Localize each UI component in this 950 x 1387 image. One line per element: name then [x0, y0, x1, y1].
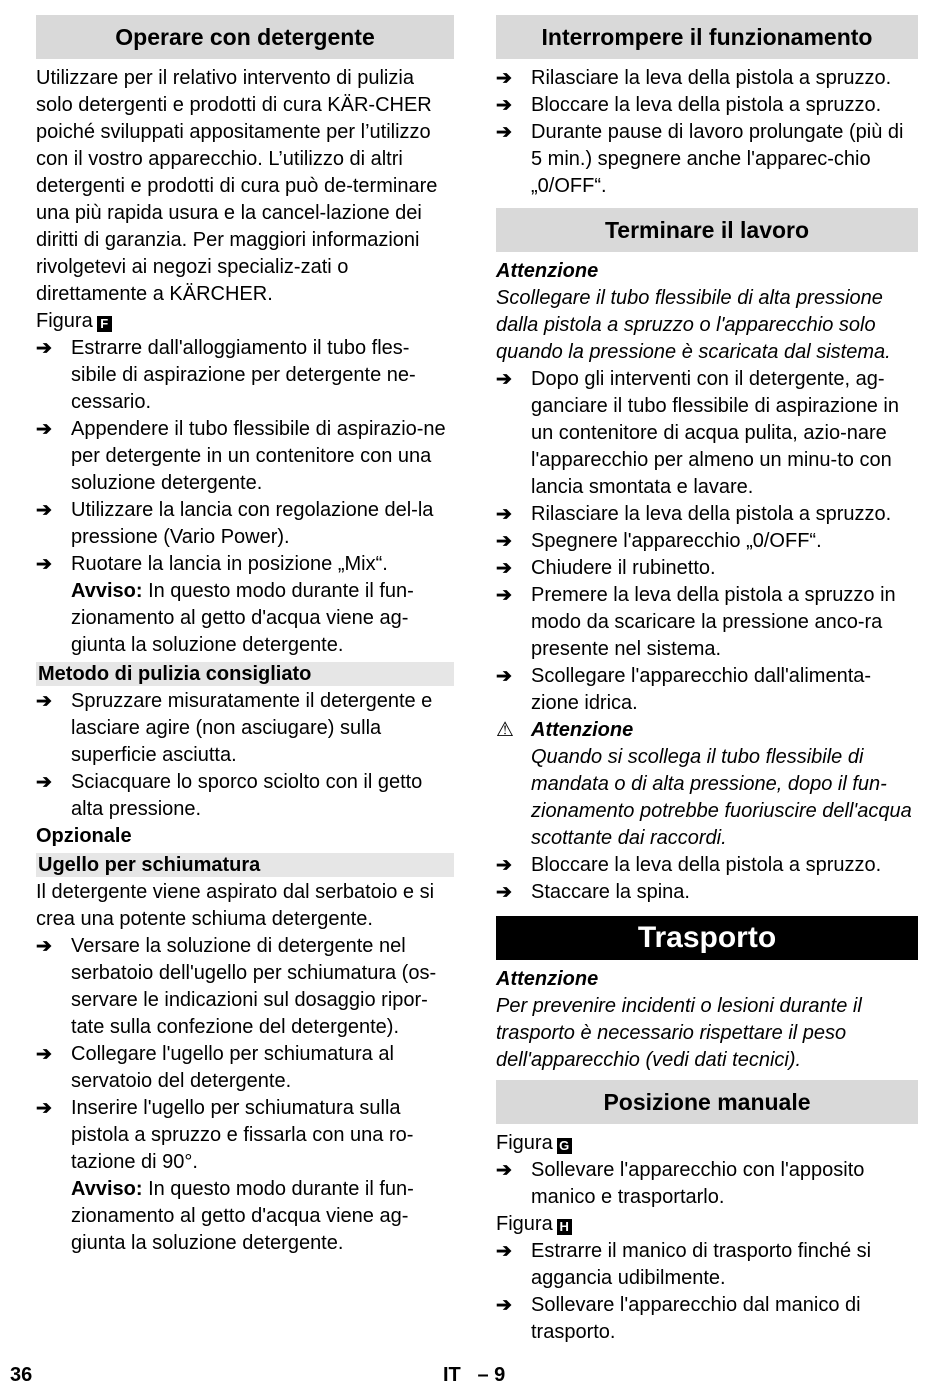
- arrow-right-icon: ➔: [36, 1044, 52, 1065]
- subsection-title-method: Metodo di pulizia consigliato: [36, 662, 454, 686]
- warning-label: Attenzione: [531, 719, 634, 741]
- attention-label: Attenzione: [496, 968, 599, 990]
- step-text: Scollegare l'apparecchio dall'alimenta-zione idrica.: [531, 665, 872, 714]
- section-title-detergent: Operare con detergente: [36, 15, 454, 59]
- figure-letter-box: G: [557, 1138, 572, 1154]
- step-text: Spegnere l'apparecchio „0/OFF“.: [531, 530, 822, 552]
- arrow-right-icon: ➔: [36, 772, 52, 793]
- step-item: [36, 497, 454, 551]
- page-number: 36: [10, 1364, 33, 1386]
- arrow-right-icon: ➔: [496, 504, 512, 525]
- arrow-right-icon: ➔: [496, 855, 512, 876]
- step-text: Staccare la spina.: [531, 881, 690, 903]
- step-text: Sciacquare lo sporco sciolto con il getto alta pressione.: [71, 771, 423, 820]
- foam-intro: Il detergente viene aspirato dal serbatoio e si crea una potente schiuma detergente.: [36, 881, 435, 930]
- step-item: [496, 555, 918, 582]
- step-text: Ruotare la lancia in posizione „Mix“.: [71, 553, 388, 575]
- step-text: Estrarre il manico di trasporto finché si aggancia udibilmente.: [531, 1240, 872, 1289]
- arrow-right-icon: ➔: [36, 691, 52, 712]
- note-item: [36, 1176, 454, 1257]
- note-label: Avviso:: [71, 580, 143, 602]
- right-column: [496, 15, 918, 1346]
- left-column: [36, 15, 454, 1257]
- arrow-right-icon: ➔: [36, 554, 52, 575]
- attention-label: Attenzione: [496, 260, 599, 282]
- step-item: [496, 366, 918, 501]
- step-text: Chiudere il rubinetto.: [531, 557, 716, 579]
- step-item: [36, 1095, 454, 1176]
- step-text: Versare la soluzione di detergente nel serbatoio dell'ugello per schiumatura (os-servare le indicazioni sul dosaggio ripor-tate sulla confezione del detergente).: [71, 935, 437, 1038]
- note-text: In questo modo durante il fun-zionamento al getto d'acqua viene ag-giunta la soluzione detergente.: [71, 1178, 414, 1254]
- attention-text: Scollegare il tubo flessibile di alta pressione dalla pistola a spruzzo o l'apparecchio solo quando la pressione è scaricata dal sistema.: [496, 287, 891, 363]
- step-text: Sollevare l'apparecchio dal manico di trasporto.: [531, 1294, 861, 1343]
- section-title-end: Terminare il lavoro: [496, 208, 918, 252]
- step-text: Premere la leva della pistola a spruzzo in modo da scaricare la pressione anco-ra presente nel sistema.: [531, 584, 896, 660]
- step-item: [36, 416, 454, 497]
- step-item: [496, 582, 918, 663]
- figure-f-ref: [36, 308, 454, 335]
- arrow-right-icon: ➔: [36, 936, 52, 957]
- step-text: Appendere il tubo flessibile di aspirazio-ne per detergente in un contenitore con una soluzione detergente.: [71, 418, 446, 494]
- subsection-title-foam: Ugello per schiumatura: [36, 853, 454, 877]
- section-title-stop: Interrompere il funzionamento: [496, 15, 918, 59]
- arrow-right-icon: ➔: [496, 558, 512, 579]
- figure-g-ref: [496, 1130, 918, 1157]
- figure-h-ref: [496, 1211, 918, 1238]
- arrow-right-icon: ➔: [496, 666, 512, 687]
- warning-text: Quando si scollega il tubo flessibile di mandata o di alta pressione, dopo il fun-zionamento potrebbe fuoriuscire dell'acqua scottante dai raccordi.: [531, 746, 912, 849]
- arrow-right-icon: ➔: [496, 531, 512, 552]
- step-text: Spruzzare misuratamente il detergente e lasciare agire (non asciugare) sulla superficie asciutta.: [71, 690, 433, 766]
- arrow-right-icon: ➔: [36, 500, 52, 521]
- figure-label: Figura: [36, 310, 93, 332]
- step-item: [496, 528, 918, 555]
- figure-label: Figura: [496, 1213, 553, 1235]
- figure-letter-box: F: [97, 316, 112, 332]
- step-text: Bloccare la leva della pistola a spruzzo.: [531, 94, 882, 116]
- figure-label: Figura: [496, 1132, 553, 1154]
- arrow-right-icon: ➔: [496, 369, 512, 390]
- step-item: [36, 335, 454, 416]
- step-item: [36, 688, 454, 769]
- arrow-right-icon: ➔: [496, 122, 512, 143]
- step-text: Utilizzare la lancia con regolazione del-la pressione (Vario Power).: [71, 499, 434, 548]
- step-item: [496, 65, 918, 92]
- step-item: [496, 92, 918, 119]
- step-item: [496, 663, 918, 717]
- language-page-indicator: IT – 9: [443, 1364, 506, 1386]
- arrow-right-icon: ➔: [36, 419, 52, 440]
- detergent-intro: Utilizzare per il relativo intervento di pulizia solo detergenti e prodotti di cura KÄR-CHER poiché sviluppati appositamente per l’utilizzo con il vostro apparecchio. L’utilizzo di altri detergenti e prodotti di cura può de-terminare una più rapida usura e la cancel-lazione dei diritti di garanzia. Per maggiori informazioni rivolgetevi ai negozi specializ-zati o direttamente a KÄRCHER.: [36, 67, 438, 305]
- step-item: [496, 501, 918, 528]
- section-title-manual: Posizione manuale: [496, 1080, 918, 1124]
- chapter-title-transport: Trasporto: [496, 916, 918, 960]
- step-item: [36, 551, 454, 578]
- warning-block: [496, 717, 918, 852]
- note-text: In questo modo durante il fun-zionamento al getto d'acqua viene ag-giunta la soluzione detergente.: [71, 580, 414, 656]
- step-text: Dopo gli interventi con il detergente, ag-ganciare il tubo flessibile di aspirazione in un contenitore di acqua pulita, azio-nare l'apparecchio per almeno un minu-to con lancia smontata e lavare.: [531, 368, 899, 498]
- step-item: [496, 1238, 918, 1292]
- note-label: Avviso:: [71, 1178, 143, 1200]
- arrow-right-icon: ➔: [496, 1160, 512, 1181]
- warning-triangle-icon: ⚠: [496, 719, 514, 741]
- optional-label: Opzionale: [36, 825, 132, 847]
- step-text: Estrarre dall'alloggiamento il tubo fles-sibile di aspirazione per detergente ne-cessario.: [71, 337, 416, 413]
- attention-text: Per prevenire incidenti o lesioni durante il trasporto è necessario rispettare il peso dell'apparecchio (vedi dati tecnici).: [496, 995, 862, 1071]
- arrow-right-icon: ➔: [496, 882, 512, 903]
- arrow-right-icon: ➔: [496, 585, 512, 606]
- arrow-right-icon: ➔: [496, 1241, 512, 1262]
- figure-letter-box: H: [557, 1219, 572, 1235]
- step-item: [496, 1157, 918, 1211]
- note-item: [36, 578, 454, 659]
- step-text: Rilasciare la leva della pistola a spruzzo.: [531, 503, 892, 525]
- arrow-right-icon: ➔: [36, 338, 52, 359]
- step-text: Bloccare la leva della pistola a spruzzo.: [531, 854, 882, 876]
- step-text: Rilasciare la leva della pistola a spruzzo.: [531, 67, 892, 89]
- arrow-right-icon: ➔: [496, 95, 512, 116]
- step-item: [36, 1041, 454, 1095]
- step-text: Sollevare l'apparecchio con l'apposito manico e trasportarlo.: [531, 1159, 865, 1208]
- step-item: [496, 119, 918, 200]
- step-text: Durante pause di lavoro prolungate (più di 5 min.) spegnere anche l'apparec-chio „0/OFF“.: [531, 121, 904, 197]
- arrow-right-icon: ➔: [496, 68, 512, 89]
- step-text: Collegare l'ugello per schiumatura al servatoio del detergente.: [71, 1043, 394, 1092]
- step-item: [36, 769, 454, 823]
- step-text: Inserire l'ugello per schiumatura sulla pistola a spruzzo e fissarla con una ro-tazione di 90°.: [71, 1097, 414, 1173]
- step-item: [496, 1292, 918, 1346]
- step-item: [496, 852, 918, 879]
- step-item: [496, 879, 918, 906]
- arrow-right-icon: ➔: [36, 1098, 52, 1119]
- step-item: [36, 933, 454, 1041]
- arrow-right-icon: ➔: [496, 1295, 512, 1316]
